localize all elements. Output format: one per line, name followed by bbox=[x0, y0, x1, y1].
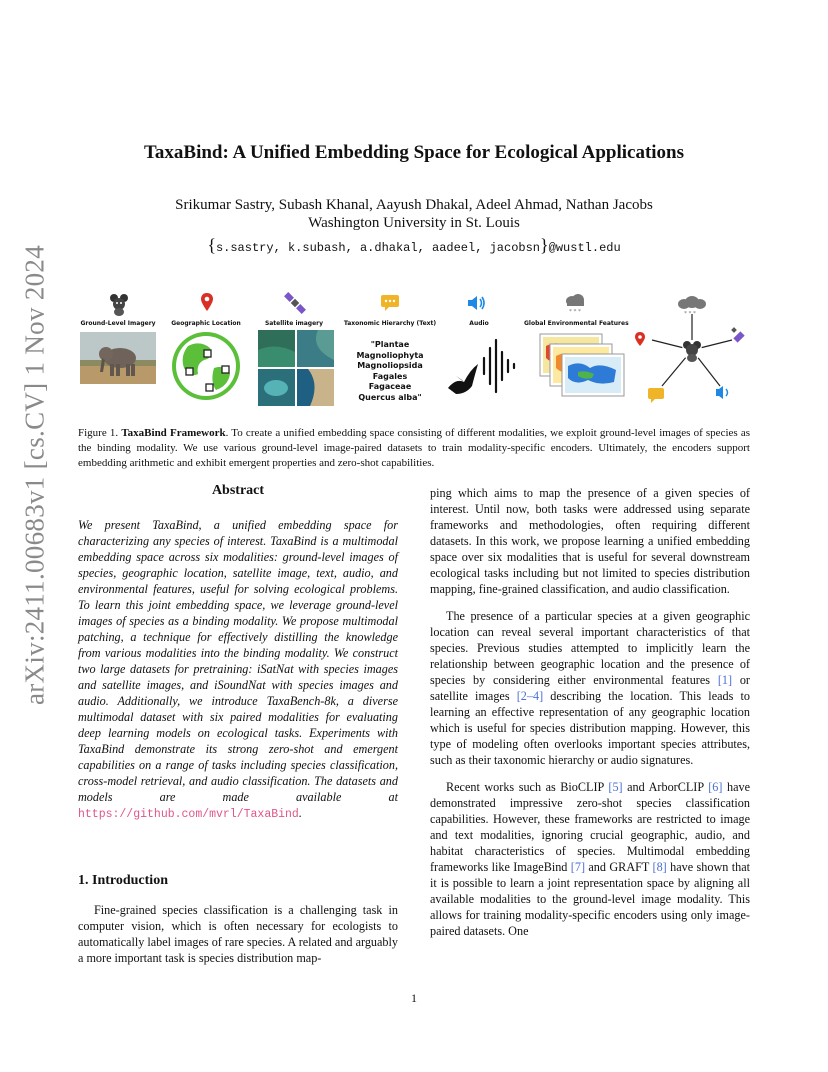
author-emails bbox=[0, 235, 828, 256]
abstract-end: . bbox=[298, 806, 302, 820]
citation-link[interactable]: [8] bbox=[652, 860, 667, 874]
affiliation: Washington University in St. Louis bbox=[308, 215, 520, 231]
taxonomy-item: Fagales bbox=[372, 371, 408, 381]
label-ground-level: Ground-Level Imagery bbox=[80, 320, 156, 327]
satellite-tiles bbox=[258, 330, 334, 406]
figure-1 bbox=[78, 288, 750, 418]
right-paragraph-2 bbox=[430, 608, 750, 768]
right-paragraph-1: ping which aims to map the presence of a given species of interest. Until now, both tasks were addressed using separate frameworks and methodologies, often requiring different datasets. In this work, we propose learning a unified embedding space over six modalities that is useful for several downstream ecological tasks including but not limited to species distribution mapping, fine-grained classification, and audio classification. bbox=[430, 486, 750, 596]
taxonomy-item: Magnoliopsida bbox=[357, 361, 423, 370]
abstract-text: We present TaxaBind, a unified embedding space for characterizing any species of interest. TaxaBind is a multimodal embedding space across six modalities: ground-level images of species, geographic location, satellite image, text, audio, and environmental features, useful for solving ecological problems. To learn this joint embedding space, we leverage ground-level images of species as a binding modality. We propose multimodal patching, a technique for effectively distilling the knowledge from various modalities into the binding modality. We construct two large datasets for pretraining: iSatNat with species images and satellite images, and iSoundNat with species images and audio. Additionally, we introduce TaxaBench-8k, a diverse multimodal dataset with six paired modalities for evaluating deep learning models on ecological tasks. Experiments with TaxaBind demonstrate its strong zero-shot and emergent capabilities on a range of tasks including species classification, cross-model retrieval, and audio classification. The datasets and models are made available at bbox=[78, 518, 398, 804]
section-heading-introduction: 1. Introduction bbox=[78, 873, 168, 888]
email-users: s.sastry, k.subash, a.dhakal, aadeel, jacobsn bbox=[215, 241, 541, 255]
abstract-body bbox=[78, 517, 398, 823]
taxonomy-list bbox=[350, 340, 430, 403]
taxonomy-item: Fagaceae bbox=[368, 382, 412, 391]
author-block bbox=[0, 196, 828, 232]
citation-link[interactable]: [6] bbox=[708, 780, 723, 794]
paper-title: TaxaBind: A Unified Embedding Space for Ecological Applications bbox=[143, 142, 685, 163]
text-span: and ArborCLIP bbox=[622, 780, 709, 794]
figure-caption bbox=[78, 426, 750, 471]
caption-label: Figure 1. bbox=[78, 427, 119, 439]
citation-link[interactable]: [7] bbox=[570, 860, 586, 874]
author-list: Srikumar Sastry, Subash Khanal, Aayush Dhakal, Adeel Ahmad, Nathan Jacobs bbox=[175, 197, 653, 213]
chat-icon bbox=[380, 294, 400, 312]
cloud-icon bbox=[564, 292, 586, 314]
citation-link[interactable]: [1] bbox=[717, 673, 733, 687]
label-audio: Audio bbox=[469, 320, 489, 327]
embedding-hub bbox=[634, 288, 750, 414]
text-span: describing the location. This leads to learning an effective representation of any geographic location which is useful for species distribution mapping. However, this type of modeling often overlooks important species attributes, such as their taxonomic hierarchy or audio signatures. bbox=[430, 689, 750, 767]
taxonomy-item: "Plantae bbox=[370, 340, 410, 349]
label-sat: Satellite imagery bbox=[264, 320, 324, 327]
environmental-maps bbox=[538, 332, 630, 406]
citation-link[interactable]: [2–4] bbox=[516, 689, 544, 703]
svg-text:* * *: * * * bbox=[569, 309, 581, 314]
email-brace-open: { bbox=[207, 235, 216, 255]
right-paragraph-3 bbox=[430, 779, 750, 939]
text-span: have shown that it is possible to learn a joint representation space by aligning all available modalities to the ground-level image modality. This allows for training modality-specific encoders using only image-paired datasets. One bbox=[430, 860, 750, 938]
caption-bold: TaxaBind Framework bbox=[121, 427, 226, 439]
taxonomy-item: Magnoliophyta bbox=[356, 350, 424, 360]
bird-waveform bbox=[442, 334, 522, 404]
caption-text: . To create a unified embedding space consisting of different modalities, we exploit ground-level images of species as the binding modality. We use various ground-level image-paired datasets to train modality-specific encoders. Ultimately, the encoders support embedding arithmetic and exhibit emergent properties and zero-shot capabilities. bbox=[78, 427, 751, 469]
globe-icon bbox=[170, 330, 242, 402]
elephant-photo bbox=[80, 332, 156, 384]
text-span: or satellite images bbox=[430, 673, 750, 703]
abstract-heading: Abstract bbox=[211, 483, 265, 498]
text-span: The presence of a particular species at a given geographic location can reveal several important characteristics of that species. Previous studies attempted to implicitly learn the relationship between geographic location and the presence of species by considering either environmental features bbox=[430, 609, 750, 687]
satellite-icon bbox=[284, 292, 306, 314]
label-taxo: Taxonomic Hierarchy (Text) bbox=[343, 320, 437, 327]
label-env: Global Environmental Features bbox=[524, 320, 629, 327]
email-domain: @wustl.edu bbox=[548, 241, 621, 255]
text-span: and GRAFT bbox=[585, 860, 653, 874]
taxonomy-item: Quercus alba" bbox=[358, 392, 422, 402]
koala-icon bbox=[108, 292, 130, 316]
text-span: have demonstrated impressive zero-shot species classification capabilities. However, these frameworks are restricted to image and text modalities, ignoring crucial geographic, audio, and habitat characteristics of species. Multimodal embedding frameworks like ImageBind bbox=[430, 780, 750, 874]
intro-left-column bbox=[78, 902, 398, 966]
right-column bbox=[430, 485, 750, 939]
citation-link[interactable]: [5] bbox=[608, 780, 623, 794]
repo-link[interactable]: https://github.com/mvrl/TaxaBind bbox=[78, 808, 299, 821]
text-span: Recent works such as BioCLIP bbox=[446, 780, 609, 794]
intro-paragraph: Fine-grained species classification is a challenging task in computer vision, which is often necessary for ecologists to automatically label images of rare species. A related and arguably a more important task is species distribution map- bbox=[78, 903, 398, 965]
speaker-icon bbox=[466, 294, 488, 312]
location-pin-icon bbox=[200, 292, 214, 312]
page-number: 1 bbox=[411, 991, 417, 1005]
label-geo: Geographic Location bbox=[171, 320, 241, 327]
svg-text:* * *: * * * bbox=[684, 311, 696, 317]
email-brace-close: } bbox=[540, 235, 549, 255]
arxiv-identifier: arXiv:2411.00683v1 [cs.CV] 1 Nov 2024 bbox=[19, 244, 50, 706]
